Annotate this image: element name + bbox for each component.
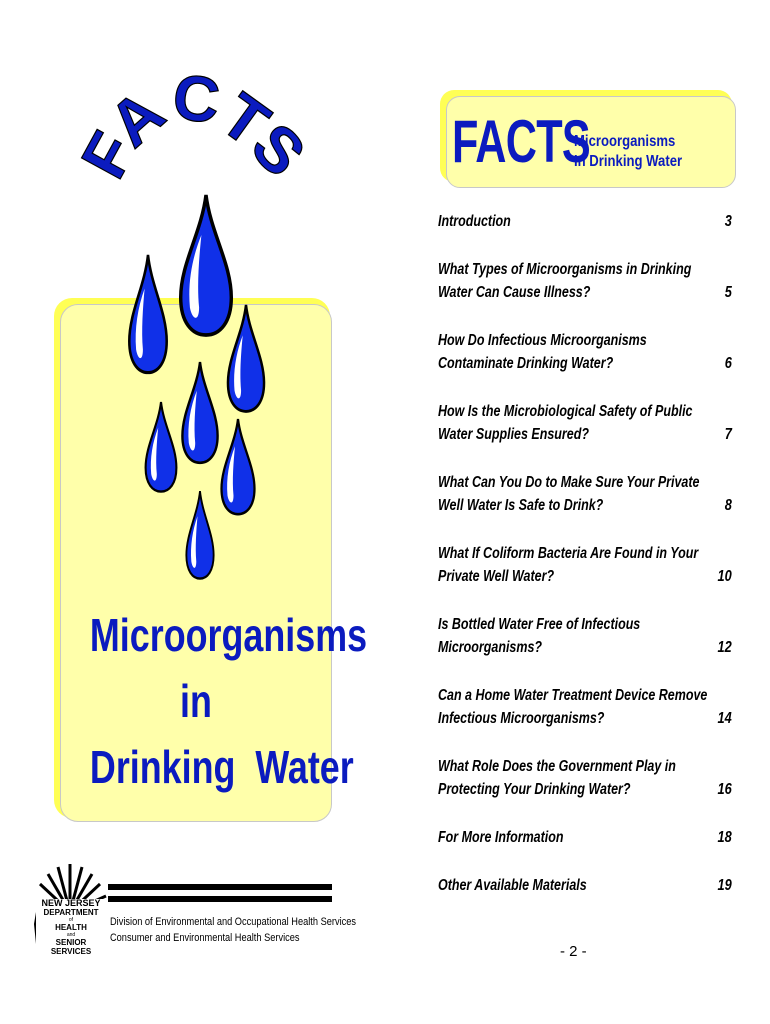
- toc-entry: [438, 542, 732, 588]
- toc-entry-title: Other Available Materials: [438, 877, 587, 894]
- toc-entry: [438, 826, 732, 849]
- toc-entry-page: 19: [717, 877, 732, 894]
- logo-line-4: HEALTH: [36, 923, 106, 932]
- toc-entry-page: 3: [724, 213, 732, 230]
- toc-entry-title: How Is the Microbiological Safety of Public Water Supplies Ensured?: [438, 403, 693, 443]
- toc-entry-page: 7: [724, 426, 732, 443]
- footer-rule-top: [108, 884, 332, 890]
- toc-entry-title: Is Bottled Water Free of Infectious Microorganisms?: [438, 616, 641, 656]
- toc-entry-title: What Types of Microorganisms in Drinking Water Can Cause Illness?: [438, 261, 692, 301]
- toc-entry-page: 12: [717, 639, 732, 656]
- toc-entry: [438, 755, 732, 801]
- toc-entry-title: What Role Does the Government Play in Protecting Your Drinking Water?: [438, 758, 676, 798]
- footer-rule-bottom: [108, 896, 332, 902]
- toc-entry-page: 10: [717, 568, 732, 585]
- logo-line-5: and: [36, 932, 106, 938]
- division-line-2: Consumer and Environmental Health Services: [110, 932, 300, 944]
- toc-entry-title: Introduction: [438, 213, 511, 230]
- cover-title-line-3: Drinking Water: [89, 741, 354, 793]
- cover-title-line-2: in: [180, 675, 212, 727]
- toc-entry-page: 5: [724, 284, 732, 301]
- logo-line-6: SENIOR SERVICES: [36, 938, 106, 956]
- cover-title: [89, 602, 368, 800]
- toc-entry-title: Can a Home Water Treatment Device Remove Infectious Microorganisms?: [438, 687, 708, 727]
- toc-entry: [438, 210, 732, 233]
- nj-health-logo-text: [36, 899, 106, 956]
- header-subtitle: [574, 132, 682, 172]
- toc-entry-title: What If Coliform Bacteria Are Found in Your Private Well Water?: [438, 545, 699, 585]
- cover-arc-word: FACTS: [67, 59, 320, 190]
- toc-entry: [438, 613, 732, 659]
- toc-entry-title: How Do Infectious Microorganisms Contaminate Drinking Water?: [438, 332, 647, 372]
- toc-entry-title: For More Information: [438, 829, 564, 846]
- toc-entry-page: 8: [724, 497, 732, 514]
- logo-line-2: DEPARTMENT: [36, 908, 106, 917]
- toc-entry-page: 18: [717, 829, 732, 846]
- division-line-1: Division of Environmental and Occupational Health Services: [110, 916, 357, 928]
- toc-entry-page: 6: [724, 355, 732, 372]
- toc-entry-page: 14: [717, 710, 732, 727]
- header-facts: FACTS: [452, 108, 591, 175]
- toc-entry: [438, 874, 732, 897]
- toc-entry: [438, 329, 732, 375]
- division-credit: [110, 914, 356, 946]
- logo-line-1: NEW JERSEY: [36, 899, 106, 908]
- toc-entry: [438, 684, 732, 730]
- toc-entry: [438, 471, 732, 517]
- page-number: - 2 -: [560, 943, 587, 960]
- toc-entry: [438, 258, 732, 304]
- header-subtitle-line-1: Microorganisms: [574, 133, 676, 150]
- logo-line-3: of: [36, 917, 106, 923]
- toc-entry-page: 16: [717, 781, 732, 798]
- toc-entry-title: What Can You Do to Make Sure Your Private Well Water Is Safe to Drink?: [438, 474, 700, 514]
- toc-entry: [438, 400, 732, 446]
- header-subtitle-line-2: In Drinking Water: [574, 153, 683, 170]
- cover-title-line-1: Microorganisms: [89, 609, 368, 661]
- water-drop-icon: [129, 195, 264, 579]
